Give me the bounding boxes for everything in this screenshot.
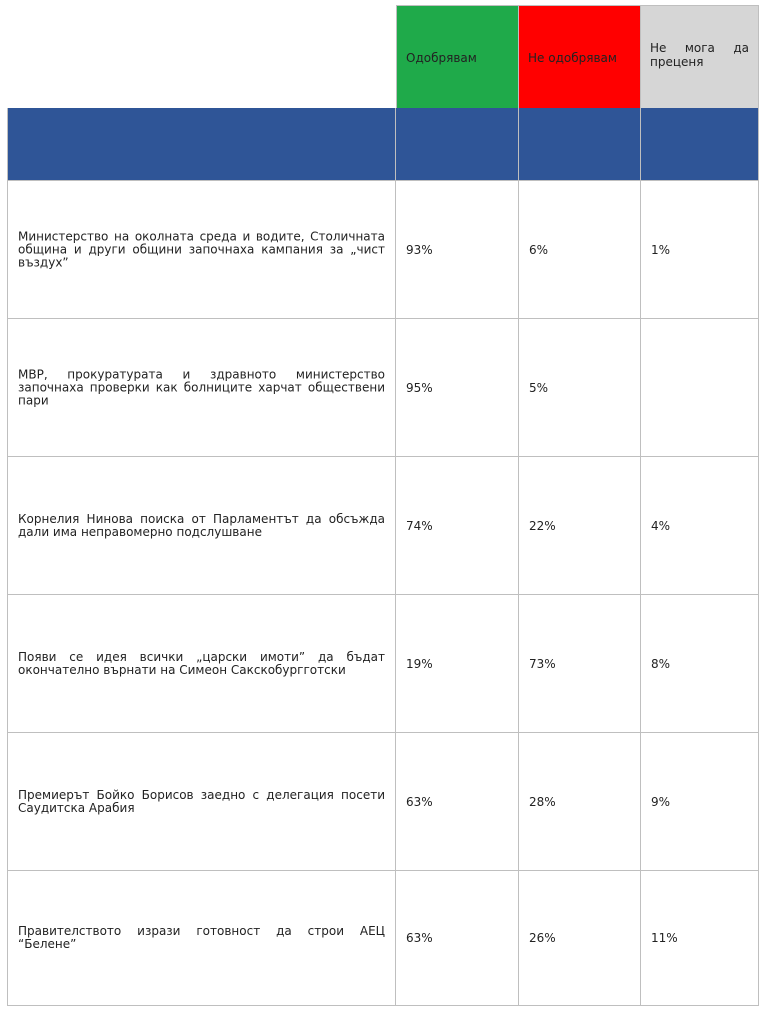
disapprove-value: 6% xyxy=(529,242,549,257)
question-text: МВР, прокуратурата и здравното министерство започнаха проверки как болниците харчат обществени пари xyxy=(18,367,385,407)
header-disapprove-cell xyxy=(519,5,641,108)
disapprove-value: 22% xyxy=(529,518,556,533)
header-row xyxy=(7,5,759,108)
table-row xyxy=(7,871,759,1006)
cannot-judge-value: 9% xyxy=(651,794,671,809)
approve-value: 93% xyxy=(406,242,433,257)
band-cell xyxy=(396,108,519,181)
band-cell xyxy=(641,108,759,181)
disapprove-cell xyxy=(519,595,641,733)
approve-value: 63% xyxy=(406,931,433,945)
header-cannot-judge-cell xyxy=(641,5,759,108)
disapprove-value: 26% xyxy=(529,931,556,945)
disapprove-cell xyxy=(519,871,641,1006)
question-cell xyxy=(7,319,396,457)
disapprove-cell xyxy=(519,181,641,319)
cannot-judge-cell xyxy=(641,595,759,733)
blue-band-row xyxy=(7,108,759,181)
question-text: Появи се идея всички „царски имоти” да бъдат окончателно върнати на Симеон Сакскобургготски xyxy=(18,649,385,677)
header-disapprove-label: Не одобрявам xyxy=(528,51,617,65)
question-cell xyxy=(7,871,396,1006)
approve-cell xyxy=(396,595,519,733)
disapprove-value: 5% xyxy=(529,380,549,395)
cannot-judge-cell xyxy=(641,319,759,457)
header-cannot-judge-label: Не мога да преценя xyxy=(650,41,749,69)
table-row xyxy=(7,319,759,457)
table-row xyxy=(7,733,759,871)
cannot-judge-value: 11% xyxy=(651,931,678,945)
survey-table xyxy=(7,5,759,1006)
band-cell xyxy=(7,108,396,181)
approve-cell xyxy=(396,181,519,319)
cannot-judge-value: 1% xyxy=(651,242,671,257)
cannot-judge-cell xyxy=(641,733,759,871)
disapprove-cell xyxy=(519,733,641,871)
approve-value: 19% xyxy=(406,656,433,671)
approve-cell xyxy=(396,871,519,1006)
question-cell xyxy=(7,181,396,319)
cannot-judge-value: 4% xyxy=(651,518,671,533)
approve-value: 63% xyxy=(406,794,433,809)
approve-cell xyxy=(396,733,519,871)
table-row xyxy=(7,457,759,595)
table-row xyxy=(7,181,759,319)
approve-value: 74% xyxy=(406,518,433,533)
question-text: Премиерът Бойко Борисов заедно с делегация посети Саудитска Арабия xyxy=(18,787,385,815)
cannot-judge-cell xyxy=(641,457,759,595)
header-approve-cell xyxy=(396,5,519,108)
cannot-judge-cell xyxy=(641,871,759,1006)
question-text: Корнелия Нинова поиска от Парламентът да обсъжда дали има неправомерно подслушване xyxy=(18,511,385,539)
disapprove-value: 73% xyxy=(529,656,556,671)
band-cell xyxy=(519,108,641,181)
approve-cell xyxy=(396,319,519,457)
question-cell xyxy=(7,457,396,595)
cannot-judge-cell xyxy=(641,181,759,319)
header-empty-cell xyxy=(7,5,396,108)
question-cell xyxy=(7,733,396,871)
question-text: Правителството изрази готовност да строи АЕЦ “Белене” xyxy=(18,924,385,951)
question-text: Министерство на околната среда и водите, Столичната община и други общини започнаха кампания за „чист въздух” xyxy=(18,229,385,269)
question-cell xyxy=(7,595,396,733)
header-approve-label: Одобрявам xyxy=(406,51,477,65)
disapprove-cell xyxy=(519,319,641,457)
disapprove-cell xyxy=(519,457,641,595)
table-row xyxy=(7,595,759,733)
approve-cell xyxy=(396,457,519,595)
approve-value: 95% xyxy=(406,380,433,395)
cannot-judge-value: 8% xyxy=(651,656,671,671)
disapprove-value: 28% xyxy=(529,794,556,809)
